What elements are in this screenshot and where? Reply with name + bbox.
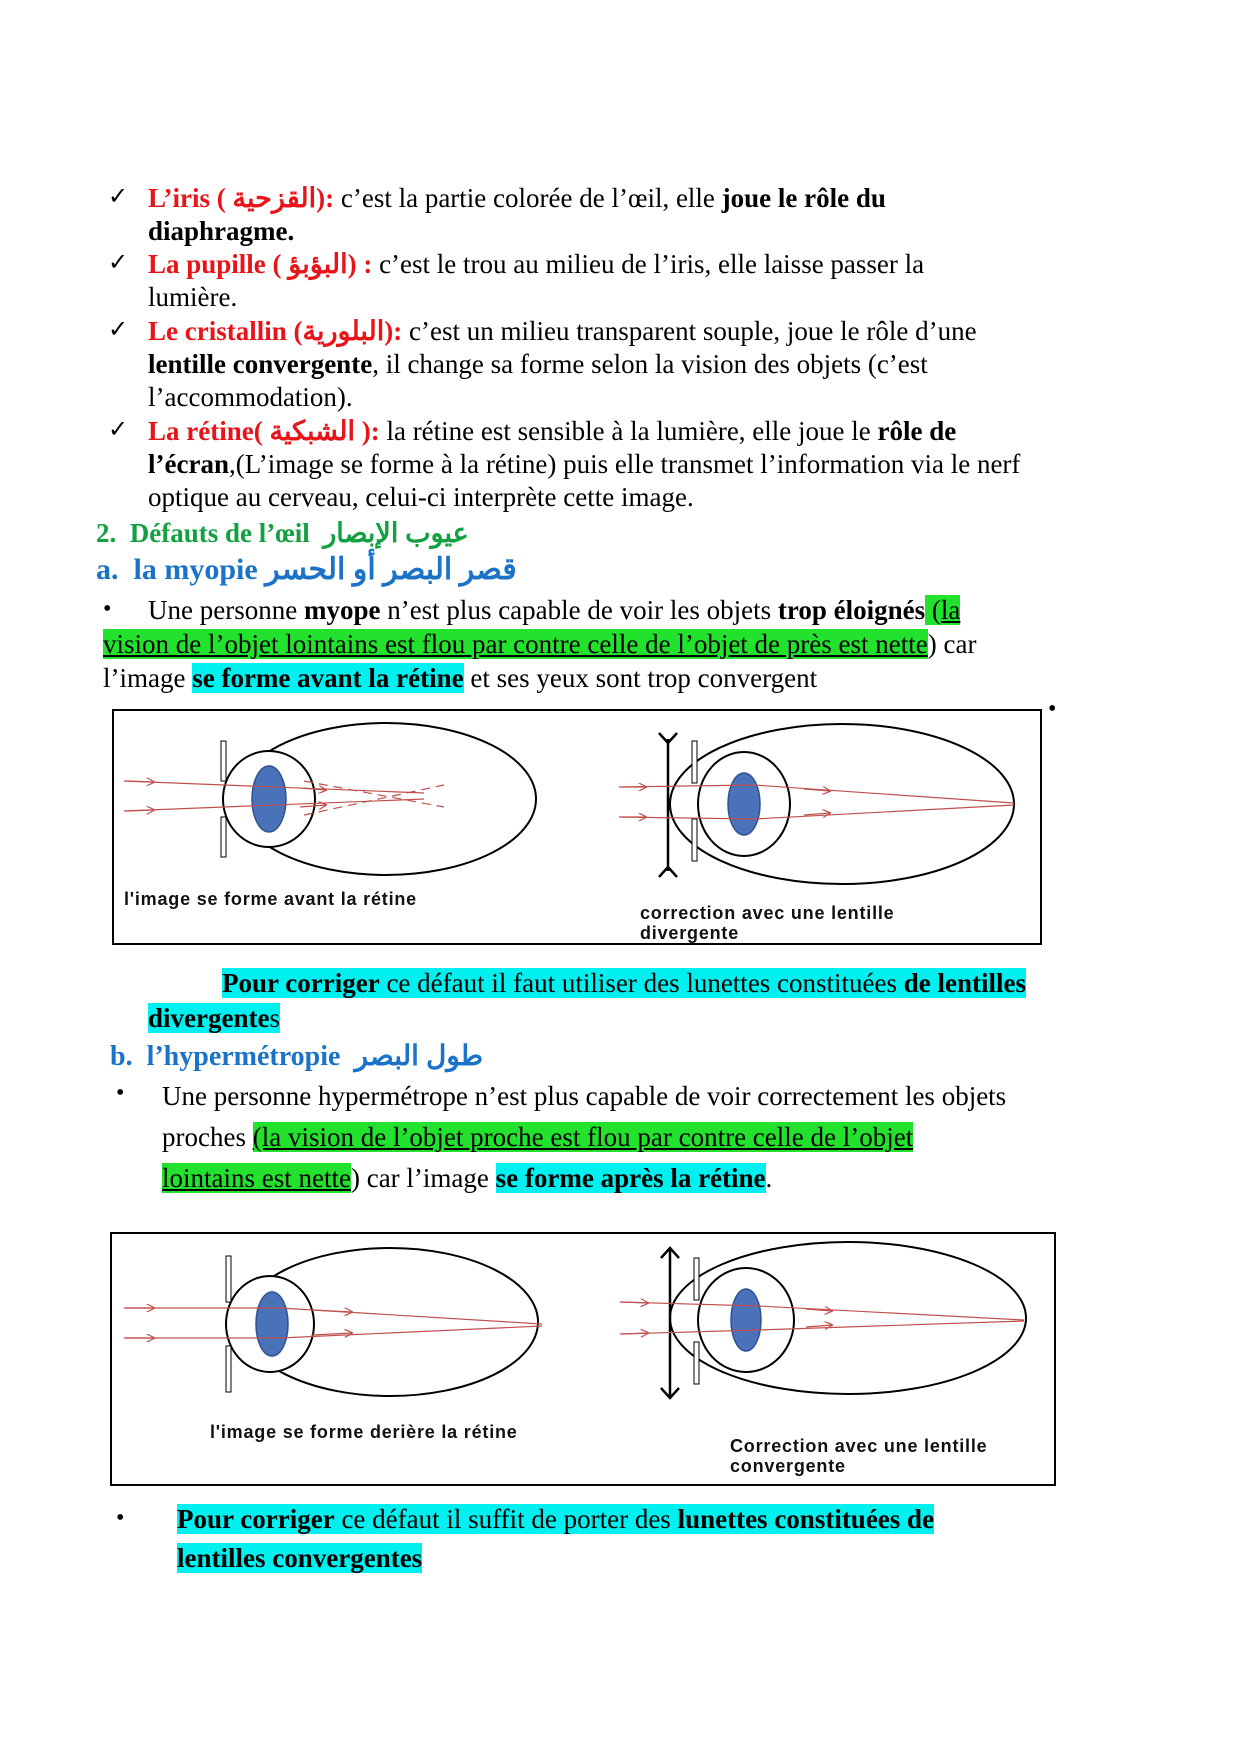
hyper-fix-bold-3: lentilles convergentes: [177, 1543, 423, 1573]
retine-text-3: optique au cerveau, celui-ci interprète cette image.: [148, 482, 694, 512]
hyper-paragraph: [162, 1076, 1102, 1199]
bullet-icon: •: [103, 596, 112, 622]
pupille-text-2: lumière.: [148, 282, 238, 312]
hyper-text-3: ) car l’image: [350, 1163, 496, 1193]
term-pupille: La pupille ( البؤبؤ) :: [148, 249, 373, 279]
term-retine: La rétine( الشبكية ):: [148, 416, 380, 446]
corrected-myopic-eye: [619, 724, 1014, 884]
check-icon: ✓: [108, 415, 129, 443]
myopie-caption-right-2: divergente: [640, 923, 740, 943]
part-cristallin: [148, 315, 1068, 414]
corrected-hyperopic-eye: [620, 1242, 1026, 1398]
myopie-text-2: n’est plus capable de voir les objets: [380, 595, 778, 625]
myopie-text-4: l’image: [103, 663, 193, 693]
lens-icon: [728, 773, 760, 835]
lens-icon: [731, 1289, 761, 1351]
iris-bold: joue le rôle du: [721, 183, 886, 213]
retine-bold: rôle de: [877, 416, 957, 446]
cristallin-text: c’est un milieu transparent souple, joue le rôle d’une: [402, 316, 977, 346]
myopie-fix-bold-2: de lentilles: [903, 968, 1027, 998]
section-number: 2.: [96, 518, 117, 548]
lens-icon: [256, 1292, 288, 1356]
myopie-paren: (: [925, 595, 941, 625]
myopie-fix-text-2: s: [269, 1003, 280, 1033]
hyper-caption-right-1: Correction avec une lentille: [730, 1436, 988, 1456]
myopie-label: a.: [96, 553, 119, 586]
myopie-bold-2: trop éloignés: [777, 595, 926, 625]
myopic-eye: [124, 723, 536, 875]
myopie-correction: [148, 966, 1108, 1036]
hyper-fix-bold-2: lunettes constituées de: [677, 1504, 935, 1534]
retine-bold-2: l’écran: [148, 449, 229, 479]
hyper-figure: [110, 1232, 1056, 1486]
part-iris: [148, 182, 1048, 248]
hyper-highlight-1: (la vision de l’objet proche est flou par contre celle de l’objet: [252, 1122, 914, 1152]
myopie-caption-right-1: correction avec une lentille: [640, 903, 895, 923]
hyper-title: l’hypermétropie: [146, 1041, 341, 1072]
hyper-caption-left: l'image se forme derière la rétine: [210, 1422, 518, 1442]
myopie-title: la myopie: [133, 553, 258, 586]
myopie-caption-left: l'image se forme avant la rétine: [124, 889, 417, 909]
myopie-heading: [96, 552, 517, 588]
hyper-highlight-3: se forme après la rétine: [495, 1163, 766, 1193]
myopie-bold: myope: [303, 595, 381, 625]
cristallin-text-2: , il change sa forme selon la vision des objets (c’est: [372, 349, 928, 379]
hyper-text: Une personne hypermétrope n’est plus capable de voir correctement les objets: [162, 1081, 1007, 1111]
myopie-figure: [112, 709, 1042, 945]
myopie-fix-bold: Pour corriger: [222, 968, 380, 998]
bullet-icon: •: [116, 1505, 125, 1531]
lens-icon: [252, 766, 286, 832]
term-cristallin: Le cristallin (البلورية):: [148, 316, 403, 346]
myopie-text-5: et ses yeux sont trop convergent: [463, 663, 818, 693]
part-retine: [148, 415, 1108, 514]
iris-text: c’est la partie colorée de l’œil, elle: [334, 183, 722, 213]
hyper-fix-text: ce défaut il suffit de porter des: [334, 1504, 678, 1534]
myopie-highlight-2: vision de l’objet lointains est flou par contre celle de l’objet de près est nette: [103, 629, 928, 659]
retine-text: la rétine est sensible à la lumière, elle joue le: [379, 416, 878, 446]
myopie-fix-bold-3: divergente: [148, 1003, 270, 1033]
hyper-heading: [110, 1040, 483, 1074]
section-title: Défauts de l’œil: [129, 518, 310, 548]
cristallin-bold: lentille convergente: [148, 349, 373, 379]
part-pupille: [148, 248, 1048, 314]
hyper-title-arabic: طول البصر: [354, 1041, 484, 1072]
pupille-text: c’est le trou au milieu de l’iris, elle laisse passer la: [372, 249, 925, 279]
cristallin-text-3: l’accommodation).: [148, 382, 353, 412]
myopie-text-3: ) car: [927, 629, 977, 659]
myopie-paragraph: [103, 593, 1083, 695]
myopie-fix-text: ce défaut il faut utiliser des lunettes constituées: [379, 968, 904, 998]
section-title-arabic: عيوب الإبصار: [323, 518, 469, 548]
section-2-heading: [96, 517, 469, 550]
hyperopic-eye: [124, 1248, 542, 1396]
myopie-highlight-3: se forme avant la rétine: [192, 663, 464, 693]
check-icon: ✓: [108, 315, 129, 343]
check-icon: ✓: [108, 182, 129, 210]
bullet-icon: •: [1048, 696, 1057, 722]
hyper-highlight-2: lointains est nette: [162, 1163, 351, 1193]
bullet-icon: •: [116, 1080, 125, 1106]
term-iris: L’iris ( القزحية):: [148, 183, 335, 213]
iris-bold-2: diaphragme.: [148, 216, 295, 246]
myopie-title-arabic: قصر البصر أو الحسر: [265, 553, 517, 586]
retine-text-2: ,(L’image se forme à la rétine) puis elle transmet l’information via le nerf: [228, 449, 1021, 479]
iris-icon: [221, 741, 226, 781]
hyper-label: b.: [110, 1041, 133, 1072]
hyper-caption-right-2: convergente: [730, 1456, 846, 1476]
hyper-text-4: .: [765, 1163, 773, 1193]
check-icon: ✓: [108, 248, 129, 276]
hyper-fix-bold: Pour corriger: [177, 1504, 335, 1534]
hyper-correction: [177, 1500, 1107, 1578]
myopie-highlight-1: la: [940, 595, 961, 625]
myopie-text: Une personne: [148, 595, 304, 625]
hyper-text-2: proches: [162, 1122, 253, 1152]
